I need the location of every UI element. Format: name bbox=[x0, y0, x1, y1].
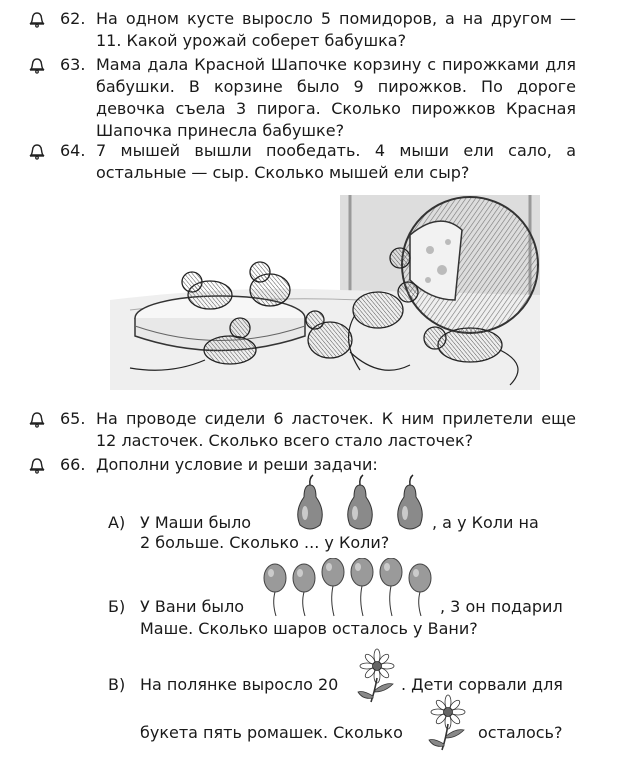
problem-number: 63. bbox=[60, 55, 86, 74]
problem-text: 7 мышей вышли пообедать. 4 мыши ели сало, а остальные — сыр. Сколько мышей ели сыр? bbox=[96, 141, 576, 182]
bell-icon bbox=[28, 456, 46, 474]
bell-icon bbox=[28, 56, 46, 74]
task-a-line2: 2 больше. Сколько ... у Коли? bbox=[140, 533, 390, 552]
problem-text: Дополни условие и реши задачи: bbox=[96, 455, 378, 474]
bell-icon bbox=[28, 10, 46, 28]
task-v-line2-after: осталось? bbox=[478, 723, 563, 742]
problem-text: На одном кусте выросло 5 помидоров, а на другом — 11. Какой урожай соберет бабушка? bbox=[96, 9, 576, 50]
task-b-line2: Маше. Сколько шаров осталось у Вани? bbox=[140, 619, 478, 638]
task-a-text-before: У Маши было bbox=[140, 513, 252, 532]
task-b-text-before: У Вани было bbox=[140, 597, 245, 616]
problem-number: 64. bbox=[60, 141, 86, 160]
problem-number: 65. bbox=[60, 409, 86, 428]
bell-icon bbox=[28, 410, 46, 428]
task-v-text-before: На полянке выросло 20 bbox=[140, 675, 339, 694]
problem-number: 66. bbox=[60, 455, 86, 474]
task-v-text-after: . Дети сорвали для bbox=[401, 675, 563, 694]
bell-icon bbox=[28, 142, 46, 160]
task-a-letter: А) bbox=[108, 513, 126, 532]
daisy-icon bbox=[355, 648, 401, 704]
task-a-text-after: , а у Коли на bbox=[432, 513, 539, 532]
daisy-icon bbox=[426, 694, 472, 752]
task-v-letter: В) bbox=[108, 675, 126, 694]
problem-number: 62. bbox=[60, 9, 86, 28]
task-b-text-after: , 3 он подарил bbox=[440, 597, 563, 616]
pear-icon bbox=[290, 473, 430, 533]
problem-text: На проводе сидели 6 ласточек. К ним прилетели еще 12 ласточек. Сколько всего стало ласточек? bbox=[96, 409, 576, 450]
mice-illustration bbox=[110, 190, 540, 390]
task-b-letter: Б) bbox=[108, 597, 126, 616]
problem-text: Мама дала Красной Шапочке корзину с пирожками для бабушки. В корзине было 9 пирожков. По дороге девочка съела 3 пирога. Сколько пирожков Красная Шапочка принесла бабушке? bbox=[96, 55, 576, 140]
task-v-line2-before: букета пять ромашек. Сколько bbox=[140, 723, 403, 742]
balloon-icon bbox=[262, 558, 440, 618]
